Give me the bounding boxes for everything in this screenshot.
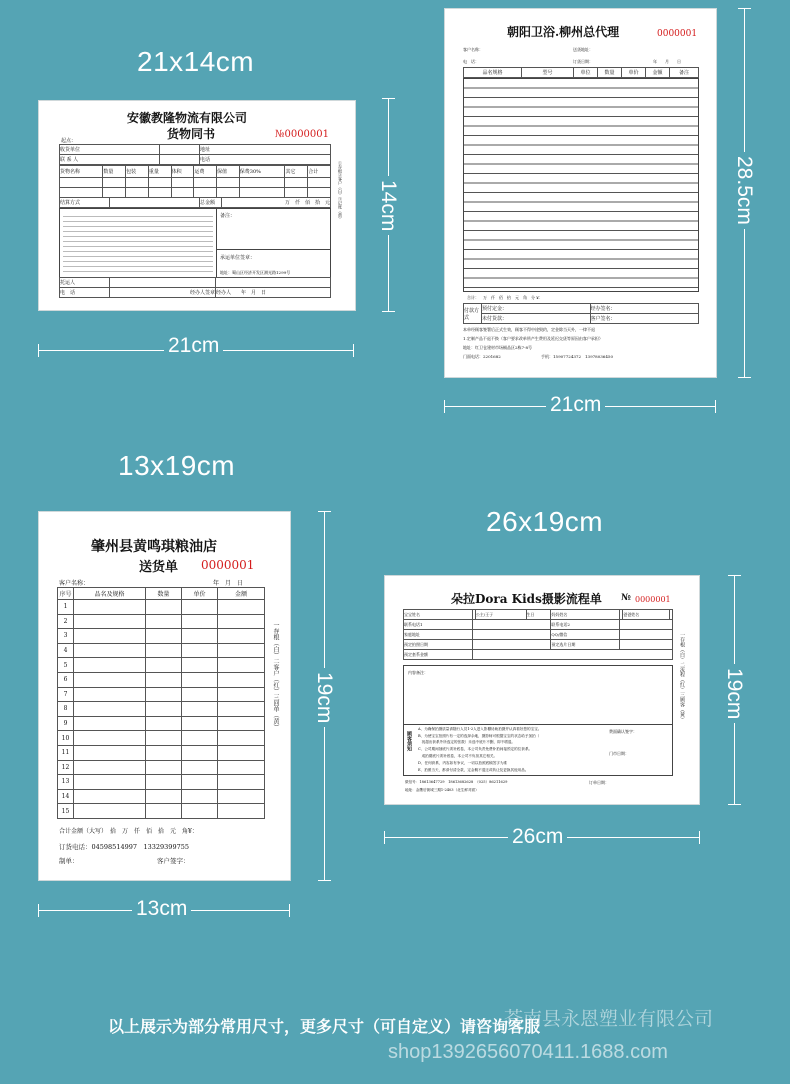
- row-cell: [182, 600, 218, 615]
- tel-label: 电 话: [60, 288, 110, 298]
- receiver-label: 收货单位: [60, 145, 160, 155]
- row-cell: [182, 775, 218, 790]
- agent-pay-label: 付款方式: [464, 304, 482, 324]
- delivery-col-price: 单价: [182, 588, 218, 600]
- agent-pay-table: [463, 303, 699, 324]
- table-row: [58, 760, 265, 775]
- row-number: 4: [58, 643, 74, 658]
- photo-order-date: 订单日期：: [589, 780, 609, 785]
- row-cell: [146, 745, 182, 760]
- row-number: 14: [58, 789, 74, 804]
- carrier-label: 承运单位签章：: [220, 255, 256, 261]
- row-number: 15: [58, 804, 74, 819]
- sign-date: [216, 288, 331, 298]
- agent-col-price: 单价: [622, 68, 646, 78]
- field-mom-name: 妈妈姓名: [551, 610, 620, 620]
- photo-no-label: №: [621, 593, 631, 603]
- field-birthday: 生日: [526, 610, 551, 620]
- col-insured: 保值: [217, 166, 240, 178]
- remarks-box: [216, 208, 331, 250]
- delivery-customer: 客户名称：: [59, 580, 90, 587]
- height-label-26x19: 19cm: [722, 664, 746, 723]
- row-cell: [146, 629, 182, 644]
- height-label-21x14: 14cm: [376, 176, 400, 235]
- col-weight: 重量: [148, 166, 171, 178]
- contact-label: 联 系 人: [60, 155, 160, 165]
- row-cell: [146, 614, 182, 629]
- photo-address-line: 地址：金鹰后街城三期1-2403（北生鲜对面）: [405, 788, 479, 792]
- field-phone1: 联系电话1: [404, 620, 473, 630]
- row-cell: [146, 672, 182, 687]
- footer-note: 以上展示为部分常用尺寸，更多尺寸（可自定义）请咨询客服: [108, 1017, 541, 1036]
- row-cell: [182, 672, 218, 687]
- notice-a: A、为确保拍摄质量请随行人员1-2人进入影棚协助拍摄并认真看好您的宝宝。: [418, 727, 542, 731]
- agent-note-1: 本单经顾客签署后正式生效，顾客不得中途毁约，定金除当天外，一律不退: [463, 327, 595, 332]
- row-cell: [218, 600, 265, 615]
- agent-label: 经办人签章: [110, 288, 216, 298]
- row-number: 8: [58, 702, 74, 717]
- field-shoot-date: 预定拍照日期: [404, 640, 473, 650]
- row-cell: [74, 745, 146, 760]
- row-cell: [146, 789, 182, 804]
- delivery-col-amount: 金额: [218, 588, 265, 600]
- agent-col-model: 型号: [522, 68, 574, 78]
- row-cell: [146, 716, 182, 731]
- table-row: [58, 687, 265, 702]
- agent-tel: 电 话：: [463, 59, 479, 64]
- agent-items-rows: [463, 78, 699, 292]
- row-cell: [74, 658, 146, 673]
- phone-label: 电话: [200, 155, 331, 165]
- remarks-label: 备注：: [220, 213, 236, 219]
- agent-prepaid: 预付定金：: [482, 304, 591, 314]
- agent-col-name: 品名规格: [464, 68, 522, 78]
- goods-grid: [59, 165, 331, 198]
- delivery-number: 0000001: [201, 558, 255, 572]
- row-cell: [74, 760, 146, 775]
- delivery-customer-sign: 客户签字：: [157, 857, 190, 865]
- notice-b: B、为使宝宝拍照片有一定的选择余地，摄影师可根据宝宝的状态给予加拍（: [418, 734, 540, 738]
- date-label: 年 月 日: [241, 290, 267, 296]
- photo-copy-legend: 一存根（白）二流程（红）三顾客（黄）: [679, 632, 685, 722]
- row-cell: [74, 672, 146, 687]
- table-row: [58, 672, 265, 687]
- row-cell: [218, 643, 265, 658]
- row-number: 6: [58, 672, 74, 687]
- row-cell: [218, 658, 265, 673]
- logistics-grid: [59, 144, 331, 165]
- width-label-21x14: 21cm: [164, 334, 223, 358]
- agent-address: 地址：红卫仓建材市场桶品区2栋7-8号: [463, 345, 532, 350]
- agent-ymd: 年 月 日: [653, 59, 681, 64]
- agent-col-amount: 金额: [646, 68, 670, 78]
- col-sum: 合计: [308, 166, 331, 178]
- delivery-copy-legend: 一存根（白）二客户（红）三回单（黄）: [272, 622, 279, 730]
- table-row: [58, 702, 265, 717]
- notice-c: C、公司期间抽底片须补底卷，本公司负责免费补拍间接预定的位套系。: [418, 747, 533, 751]
- delivery-date: 年 月 日: [213, 580, 244, 587]
- row-cell: [182, 789, 218, 804]
- watermark-shop-url: shop1392656070411.1688.com: [388, 1041, 668, 1063]
- row-number: 5: [58, 658, 74, 673]
- photo-content-label: 内容备注：: [408, 670, 428, 675]
- agent-receiver-sign: 经办签名：: [590, 304, 699, 314]
- row-cell: [182, 745, 218, 760]
- copy-legend: ①存根②客户（白）③记账（黄）: [338, 161, 343, 221]
- height-label-13x19: 19cm: [312, 668, 336, 727]
- row-cell: [146, 760, 182, 775]
- col-other: 其它: [285, 166, 308, 178]
- row-cell: [182, 760, 218, 775]
- delivery-title: 送货单: [139, 560, 179, 575]
- row-cell: [218, 745, 265, 760]
- row-cell: [182, 804, 218, 819]
- width-label-13x19: 13cm: [132, 897, 191, 921]
- delivery-maker: 制单：: [59, 857, 79, 865]
- amount-units: 万 仟 佰 拾 元: [222, 198, 331, 208]
- address-label: 地址: [200, 145, 331, 155]
- size-title-13x19: 13x19cm: [118, 450, 236, 481]
- table-row: [58, 658, 265, 673]
- row-number: 3: [58, 629, 74, 644]
- agent-title: 朝阳卫浴.柳州总代理: [507, 25, 620, 39]
- agent-note-2: 1.定制产品不退不换（客户要求改单所产生费用及延迟交货等原因由客户承担）: [463, 336, 603, 341]
- form-sales-agent: [444, 8, 717, 378]
- notice-d: D、任何套系，内容如有争议，一切以拍照底稿签字为准: [418, 761, 508, 765]
- field-qq: QQ/微信: [551, 630, 620, 640]
- row-cell: [146, 687, 182, 702]
- row-cell: [218, 614, 265, 629]
- row-cell: [218, 789, 265, 804]
- row-cell: [182, 687, 218, 702]
- agent-col-qty: 数量: [598, 68, 622, 78]
- col-freight: 运费: [194, 166, 217, 178]
- row-cell: [74, 614, 146, 629]
- photo-notice-label: 顾客须知: [406, 731, 412, 751]
- photo-number: 0000001: [635, 595, 671, 604]
- row-cell: [74, 629, 146, 644]
- agent-col-note: 备注: [670, 68, 699, 78]
- doc-title: 货物同书: [167, 127, 216, 141]
- agent-items-table: [463, 67, 699, 78]
- agent-order-date: 订货日期：: [573, 59, 593, 64]
- table-row: [58, 643, 265, 658]
- agent-mobile: 手机：15907724372 13978036450: [541, 354, 613, 359]
- delivery-order-phone: 订货电话：04598514997 13329399755: [59, 843, 189, 851]
- width-label-26x19: 26cm: [508, 825, 567, 849]
- form-photo-process: [384, 575, 700, 805]
- row-number: 13: [58, 775, 74, 790]
- row-cell: [182, 614, 218, 629]
- col-volume: 体积: [171, 166, 194, 178]
- agent2-label: 经办人: [216, 290, 232, 296]
- row-number: 9: [58, 716, 74, 731]
- form-delivery-note: [38, 511, 291, 881]
- col-goods: 货物名称: [60, 166, 103, 178]
- notice-e: E、拍照当天，都请付清全款，定金概不退还或转让及更换其他用品。: [418, 768, 529, 772]
- row-number: 7: [58, 687, 74, 702]
- row-number: 1: [58, 600, 74, 615]
- row-number: 10: [58, 731, 74, 746]
- delivery-total: 合计金额（大写） 拾 万 仟 佰 拾 元 角¥：: [59, 828, 198, 835]
- row-cell: [182, 658, 218, 673]
- col-premium: 保费30%: [239, 166, 285, 178]
- watermark-company: 苍南县永恩塑业有限公司: [504, 1008, 714, 1030]
- row-cell: [146, 600, 182, 615]
- row-cell: [74, 643, 146, 658]
- row-cell: [218, 629, 265, 644]
- size-title-26x19: 26x19cm: [486, 506, 604, 537]
- row-cell: [218, 687, 265, 702]
- sender-label: 托运人: [60, 278, 110, 288]
- row-cell: [182, 716, 218, 731]
- row-number: 11: [58, 745, 74, 760]
- row-cell: [218, 731, 265, 746]
- row-cell: [74, 716, 146, 731]
- table-row: [58, 745, 265, 760]
- agent-customer-sign: 客户签名：: [590, 314, 699, 324]
- row-cell: [74, 600, 146, 615]
- photo-phone-line: 微信号：18613647729 18613682628 （025）86211629: [405, 780, 508, 784]
- agent-ship-addr: 送货地址：: [573, 47, 593, 52]
- total-label: 总金额: [200, 198, 222, 208]
- photo-info-table: [403, 609, 673, 660]
- photo-confirm: 费面确认签字：: [609, 729, 637, 734]
- table-row: [58, 731, 265, 746]
- field-select-date: 预定选片日期: [551, 640, 620, 650]
- table-row: [58, 775, 265, 790]
- photo-title: 朵拉Dora Kids摄影流程单: [451, 592, 602, 606]
- settle-grid: [59, 197, 331, 208]
- table-row: [58, 789, 265, 804]
- carrier-address: 地址：蜀山区经济开发区测光路1299号: [220, 270, 291, 275]
- table-row: [58, 804, 265, 819]
- row-cell: [146, 731, 182, 746]
- height-label-21x28: 28.5cm: [732, 152, 756, 229]
- serial-number: №0000001: [275, 129, 329, 140]
- row-cell: [74, 789, 146, 804]
- start-label: 起点：: [61, 138, 77, 144]
- table-row: [58, 614, 265, 629]
- width-label-21x28: 21cm: [546, 393, 605, 417]
- row-cell: [218, 775, 265, 790]
- table-row: [58, 716, 265, 731]
- field-baby-name: 宝宝姓名: [404, 610, 473, 620]
- row-cell: [146, 702, 182, 717]
- notice-c2: 成拍期底片须补底卷，本公司不负担其它相关。: [418, 754, 498, 758]
- row-cell: [74, 775, 146, 790]
- agent-total: 合计： 万 仟 佰 拾 元 角 分 ¥：: [467, 295, 543, 300]
- delivery-col-no: 序号: [58, 588, 74, 600]
- photo-notice-box: [403, 724, 673, 776]
- agent-customer: 客户名称：: [463, 47, 483, 52]
- settle-label: 结算方式: [60, 198, 110, 208]
- agent-unpaid: 未付货款：: [482, 314, 591, 324]
- row-cell: [146, 643, 182, 658]
- size-title-21x14: 21x14cm: [137, 46, 255, 77]
- row-cell: [218, 804, 265, 819]
- table-row: [58, 629, 265, 644]
- row-cell: [182, 643, 218, 658]
- row-cell: [146, 775, 182, 790]
- row-number: 2: [58, 614, 74, 629]
- col-qty: 数量: [103, 166, 126, 178]
- photo-content-box: [403, 665, 673, 725]
- field-phone2: 联系电话2: [551, 620, 620, 630]
- row-cell: [218, 702, 265, 717]
- row-cell: [182, 702, 218, 717]
- row-cell: [146, 804, 182, 819]
- delivery-table: [57, 587, 265, 819]
- carrier-box: [216, 249, 331, 278]
- field-gender: 公主/王子: [475, 610, 526, 620]
- field-address: 家庭地址: [404, 630, 473, 640]
- shop-name: 肇州县黄鸣琪粮油店: [91, 539, 217, 555]
- sender-grid: [59, 277, 331, 298]
- notice-b2: 视超出套系外所选定的张数）未选中底片不删，即不增退。: [418, 740, 516, 744]
- row-number: 12: [58, 760, 74, 775]
- col-pack: 包装: [126, 166, 149, 178]
- row-cell: [146, 658, 182, 673]
- row-cell: [218, 760, 265, 775]
- terms-box: [59, 208, 217, 278]
- row-cell: [182, 731, 218, 746]
- row-cell: [218, 716, 265, 731]
- row-cell: [218, 672, 265, 687]
- field-package: 预定套系金额: [404, 650, 473, 660]
- delivery-col-qty: 数量: [146, 588, 182, 600]
- terms-decoration: [63, 212, 213, 272]
- row-cell: [74, 702, 146, 717]
- row-cell: [74, 687, 146, 702]
- form-logistics-receipt: [38, 100, 356, 311]
- delivery-col-name: 品名及规格: [74, 588, 146, 600]
- agent-phone: 门面电话：2201682: [463, 354, 501, 359]
- company-name: 安徽教隆物流有限公司: [127, 111, 248, 125]
- row-cell: [182, 629, 218, 644]
- agent-number: 0000001: [657, 29, 698, 39]
- row-cell: [74, 804, 146, 819]
- agent-col-unit: 单位: [574, 68, 598, 78]
- photo-store-date: 门市日期：: [609, 751, 629, 756]
- table-row: [58, 600, 265, 615]
- row-cell: [74, 731, 146, 746]
- field-dad-name: 爸爸姓名: [623, 610, 670, 620]
